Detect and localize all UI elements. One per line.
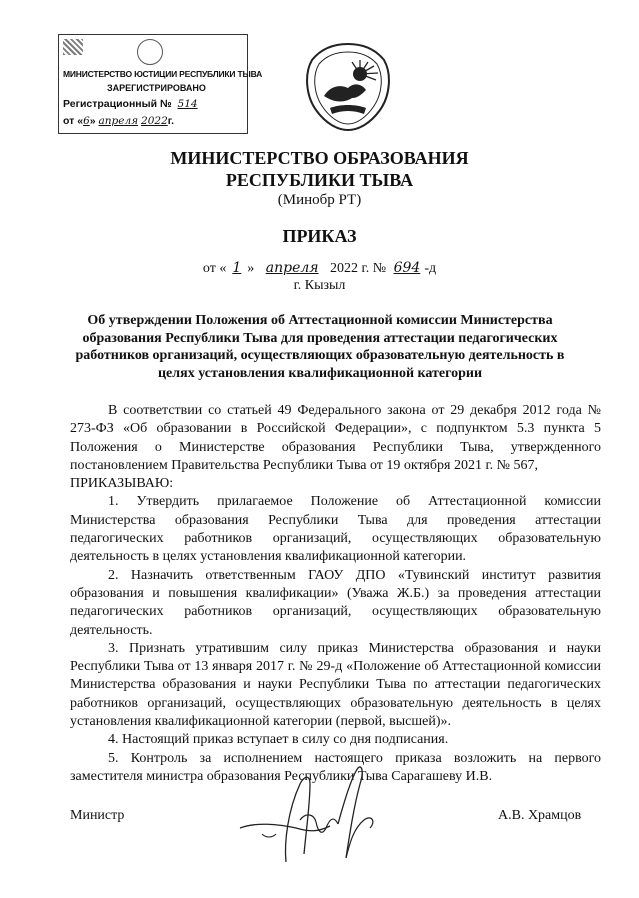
stamp-registered: ЗАРЕГИСТРИРОВАНО bbox=[107, 83, 206, 93]
stamp-emblem-icon bbox=[63, 39, 83, 55]
coat-of-arms-icon bbox=[300, 38, 396, 134]
order-item-5: 5. Контроль за исполнением настоящего приказа возложить на первого заместителя министра образования Республики Тыва Сарагашеву И.В. bbox=[70, 750, 601, 784]
order-date-number: от « 1 » апреля 2022 г. № 694 -д bbox=[202, 260, 437, 276]
registration-stamp bbox=[58, 34, 263, 134]
stamp-seal-icon bbox=[137, 39, 163, 65]
signatory-position: Министр bbox=[70, 808, 125, 823]
order-subject: Об утверждении Положения об Аттестационной комиссии Министерства образования Республики Тыва для проведения аттестации педагогических работников организаций, осуществляющих образовательную деятельность в целях установления квалификационной категории bbox=[75, 313, 565, 381]
stamp-date: от «6» апреля 2022г. bbox=[63, 115, 175, 127]
ministry-abbreviation: (Минобр РТ) bbox=[277, 192, 362, 208]
order-item-1: 1. Утвердить прилагаемое Положение об Аттестационной комиссии Министерства образования Республики Тыва для проведения аттестации педагогических работников организаций, осуществляющих образовательную деятельность в целях установления квалификационной категории. bbox=[70, 494, 601, 565]
republic-name: РЕСПУБЛИКИ ТЫВА bbox=[225, 170, 414, 190]
stamp-ministry: МИНИСТЕРСТВО ЮСТИЦИИ РЕСПУБЛИКИ ТЫВА bbox=[63, 69, 263, 79]
handwritten-signature bbox=[226, 762, 386, 872]
stamp-reg-number: Регистрационный № 514 bbox=[63, 98, 198, 110]
city: г. Кызыл bbox=[293, 278, 346, 293]
order-item-2: 2. Назначить ответственным ГАОУ ДПО «Тувинский институт развития образования и повышения квалификации» (Уважа Ж.Б.) за проведения аттестации педагогических работников организаций, осуществляющих образовательную деятельность. bbox=[70, 567, 601, 638]
order-word: ПРИКАЗЫВАЮ: bbox=[70, 476, 174, 492]
signatory-name: А.В. Храмцов bbox=[498, 808, 582, 823]
order-item-4: 4. Настоящий приказ вступает в силу со дня подписания. bbox=[108, 732, 449, 748]
order-body bbox=[70, 402, 601, 786]
preamble: В соответствии со статьей 49 Федерального закона от 29 декабря 2012 года № 273-ФЗ «Об образовании в Российской Федерации», с подпунктом 5.3 пункта 5 Положения о Министерстве образования Республики Тыва, утвержденного постановлением Правительства Республики Тыва от 19 октября 2021 г. № 567, bbox=[70, 403, 601, 473]
document-type: ПРИКАЗ bbox=[282, 226, 357, 246]
order-item-3: 3. Признать утратившим силу приказ Министерства образования и науки Республики Тыва от 13 января 2017 г. № 29-д «Положение об Аттестационной комиссии Министерства образования и науки Республики Тыва по аттестации педагогических работников организаций, осуществляющих образовательную деятельность в целях установления квалификационной категории (первой, высшей)». bbox=[70, 640, 601, 730]
ministry-name: МИНИСТЕРСТВО ОБРАЗОВАНИЯ bbox=[170, 148, 469, 168]
